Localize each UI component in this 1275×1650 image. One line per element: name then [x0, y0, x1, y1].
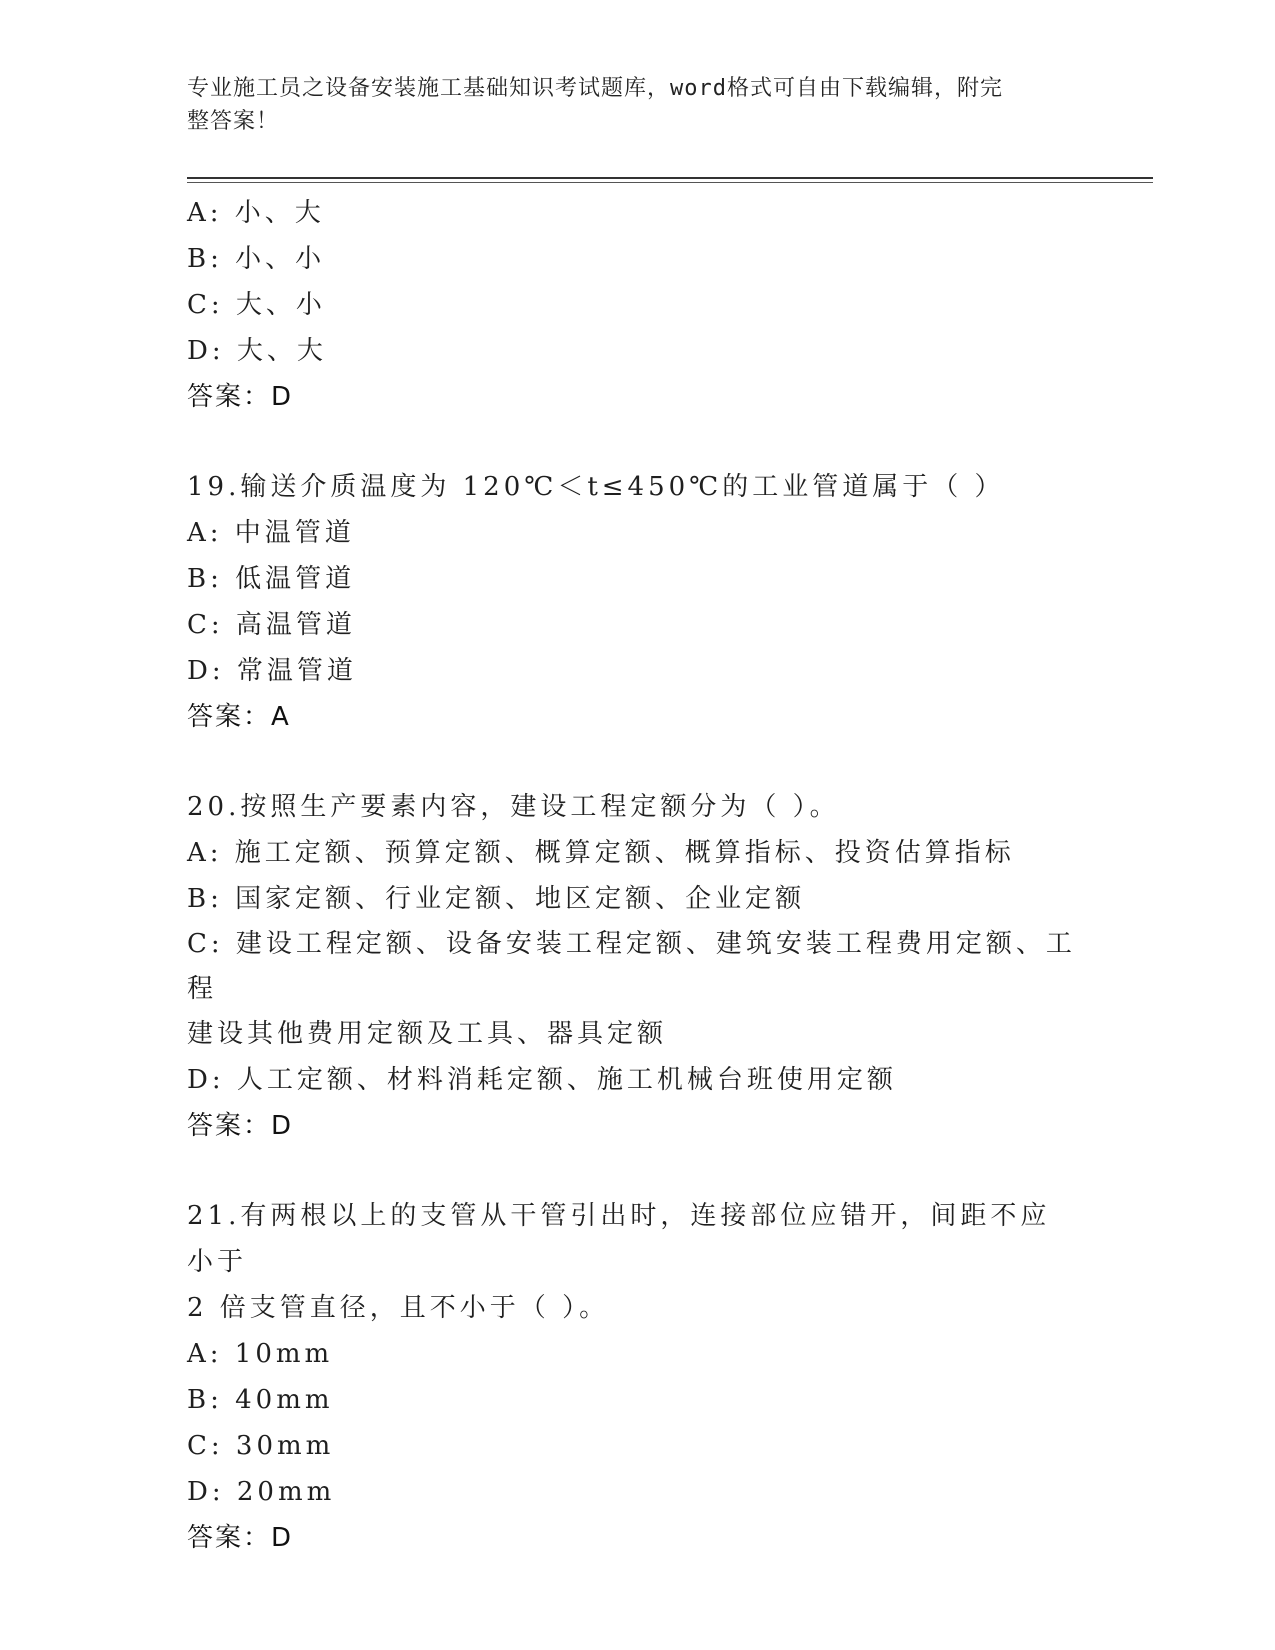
option-b: B: 国家定额、行业定额、地区定额、企业定额: [187, 884, 806, 914]
option-d: D: 大、大: [187, 336, 327, 366]
header-divider: [187, 177, 1153, 179]
option-a: A: 中温管道: [187, 518, 355, 548]
option-b: B: 小、小: [187, 244, 326, 274]
answer: 答案：D: [187, 382, 294, 412]
question-block-20: [187, 784, 1077, 1149]
header-title-line-1: 专业施工员之设备安装施工基础知识考试题库，word格式可自由下载编辑，附完: [187, 76, 1003, 101]
option-c: C: 建设工程定额、设备安装工程定额、建筑安装工程费用定额、工程: [187, 929, 1076, 1004]
document-header: [187, 72, 1067, 138]
question-block-18: [187, 190, 1077, 420]
header-divider-thin: [187, 182, 1153, 183]
answer: 答案：D: [187, 1111, 294, 1141]
option-b: B: 低温管道: [187, 564, 356, 594]
option-c: C: 高温管道: [187, 610, 356, 640]
option-b: B: 40mm: [187, 1385, 334, 1415]
question-text: 19.输送介质温度为 120℃＜t≤450℃的工业管道属于（ ）: [187, 472, 1005, 502]
question-text: 21.有两根以上的支管从干管引出时，连接部位应错开，间距不应小于: [187, 1201, 1051, 1277]
question-text: 20.按照生产要素内容，建设工程定额分为（ ）。: [187, 792, 840, 822]
option-a: A: 10mm: [187, 1339, 334, 1369]
option-c: C: 30mm: [187, 1431, 335, 1461]
option-d: D: 人工定额、材料消耗定额、施工机械台班使用定额: [187, 1065, 897, 1095]
option-d: D: 常温管道: [187, 656, 357, 686]
question-block-19: [187, 464, 1077, 740]
question-text-continued: 2 倍支管直径，且不小于（ ）。: [187, 1293, 610, 1323]
question-list: [187, 190, 1077, 1561]
answer: 答案：A: [187, 702, 291, 732]
answer: 答案：D: [187, 1523, 294, 1553]
question-block-21: [187, 1193, 1077, 1561]
option-a: A: 小、大: [187, 198, 325, 228]
option-c: C: 大、小: [187, 290, 326, 320]
option-d: D: 20mm: [187, 1477, 336, 1507]
option-c-continued: 建设其他费用定额及工具、器具定额: [187, 1019, 668, 1049]
header-title-line-2: 整答案！: [187, 109, 280, 134]
option-a: A: 施工定额、预算定额、概算定额、概算指标、投资估算指标: [187, 838, 1015, 868]
